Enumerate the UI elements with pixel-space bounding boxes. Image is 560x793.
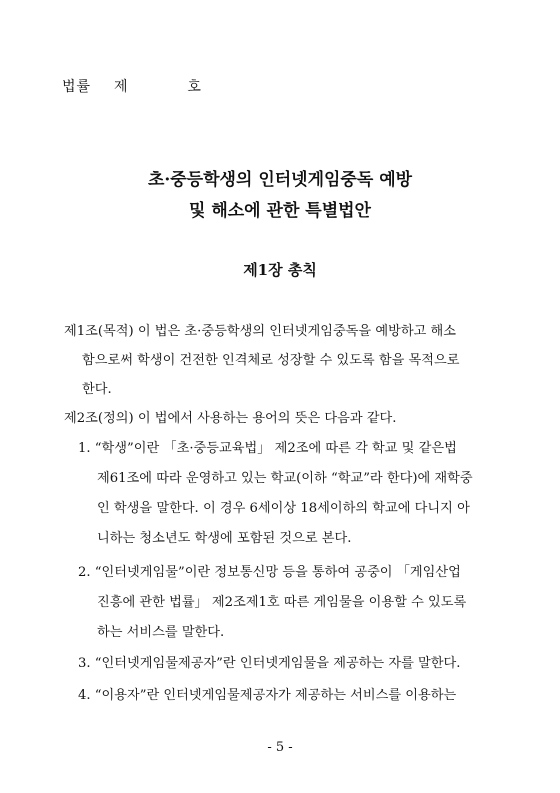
item2-line3: 하는 서비스를 말한다. — [97, 625, 225, 640]
item4-line1: 4. “이용자”란 인터넷게임물제공자가 제공하는 서비스를 이용하는 — [78, 688, 457, 703]
law-prefix: 법률 — [62, 79, 92, 95]
law-ho: 호 — [187, 79, 202, 95]
article1-line1: 제1조(목적) 이 법은 초·중등학생의 인터넷게임중독을 예방하고 해소 — [64, 324, 456, 339]
article1-line2: 함으로써 학생이 건전한 인격체로 성장할 수 있도록 함을 목적으로 — [82, 353, 460, 368]
item1-line2: 제61조에 따라 운영하고 있는 학교(이하 “학교”라 한다)에 재학중 — [97, 471, 473, 486]
chapter-heading: 제1장 총칙 — [243, 261, 317, 279]
item3-line1: 3. “인터넷게임물제공자”란 인터넷게임물을 제공하는 자를 말한다. — [78, 656, 461, 671]
document-title-line2: 및 해소에 관한 특별법안 — [189, 201, 371, 221]
law-number-line — [62, 76, 202, 96]
item1-line3: 인 학생을 말한다. 이 경우 6세이상 18세이하의 학교에 다니지 아 — [97, 501, 470, 516]
item2-line2: 진흥에 관한 법률」 제2조제1호 따른 게임물을 이용할 수 있도록 — [97, 595, 467, 610]
item2-line1: 2. “인터넷게임물”이란 정보통신망 등을 통하여 공중이 「게임산업 — [78, 565, 461, 580]
document-title-line1: 초·중등학생의 인터넷게임중독 예방 — [147, 170, 413, 190]
item1-line1: 1. “학생”이란 「초·중등교육법」 제2조에 따른 각 학교 및 같은법 — [78, 441, 457, 456]
article2-intro: 제2조(정의) 이 법에서 사용하는 용어의 뜻은 다음과 같다. — [64, 411, 397, 426]
law-je: 제 — [113, 79, 129, 95]
article1-line3: 한다. — [82, 382, 112, 397]
page-number: - 5 - — [267, 740, 293, 755]
item1-line4: 니하는 청소년도 학생에 포함된 것으로 본다. — [97, 531, 352, 546]
